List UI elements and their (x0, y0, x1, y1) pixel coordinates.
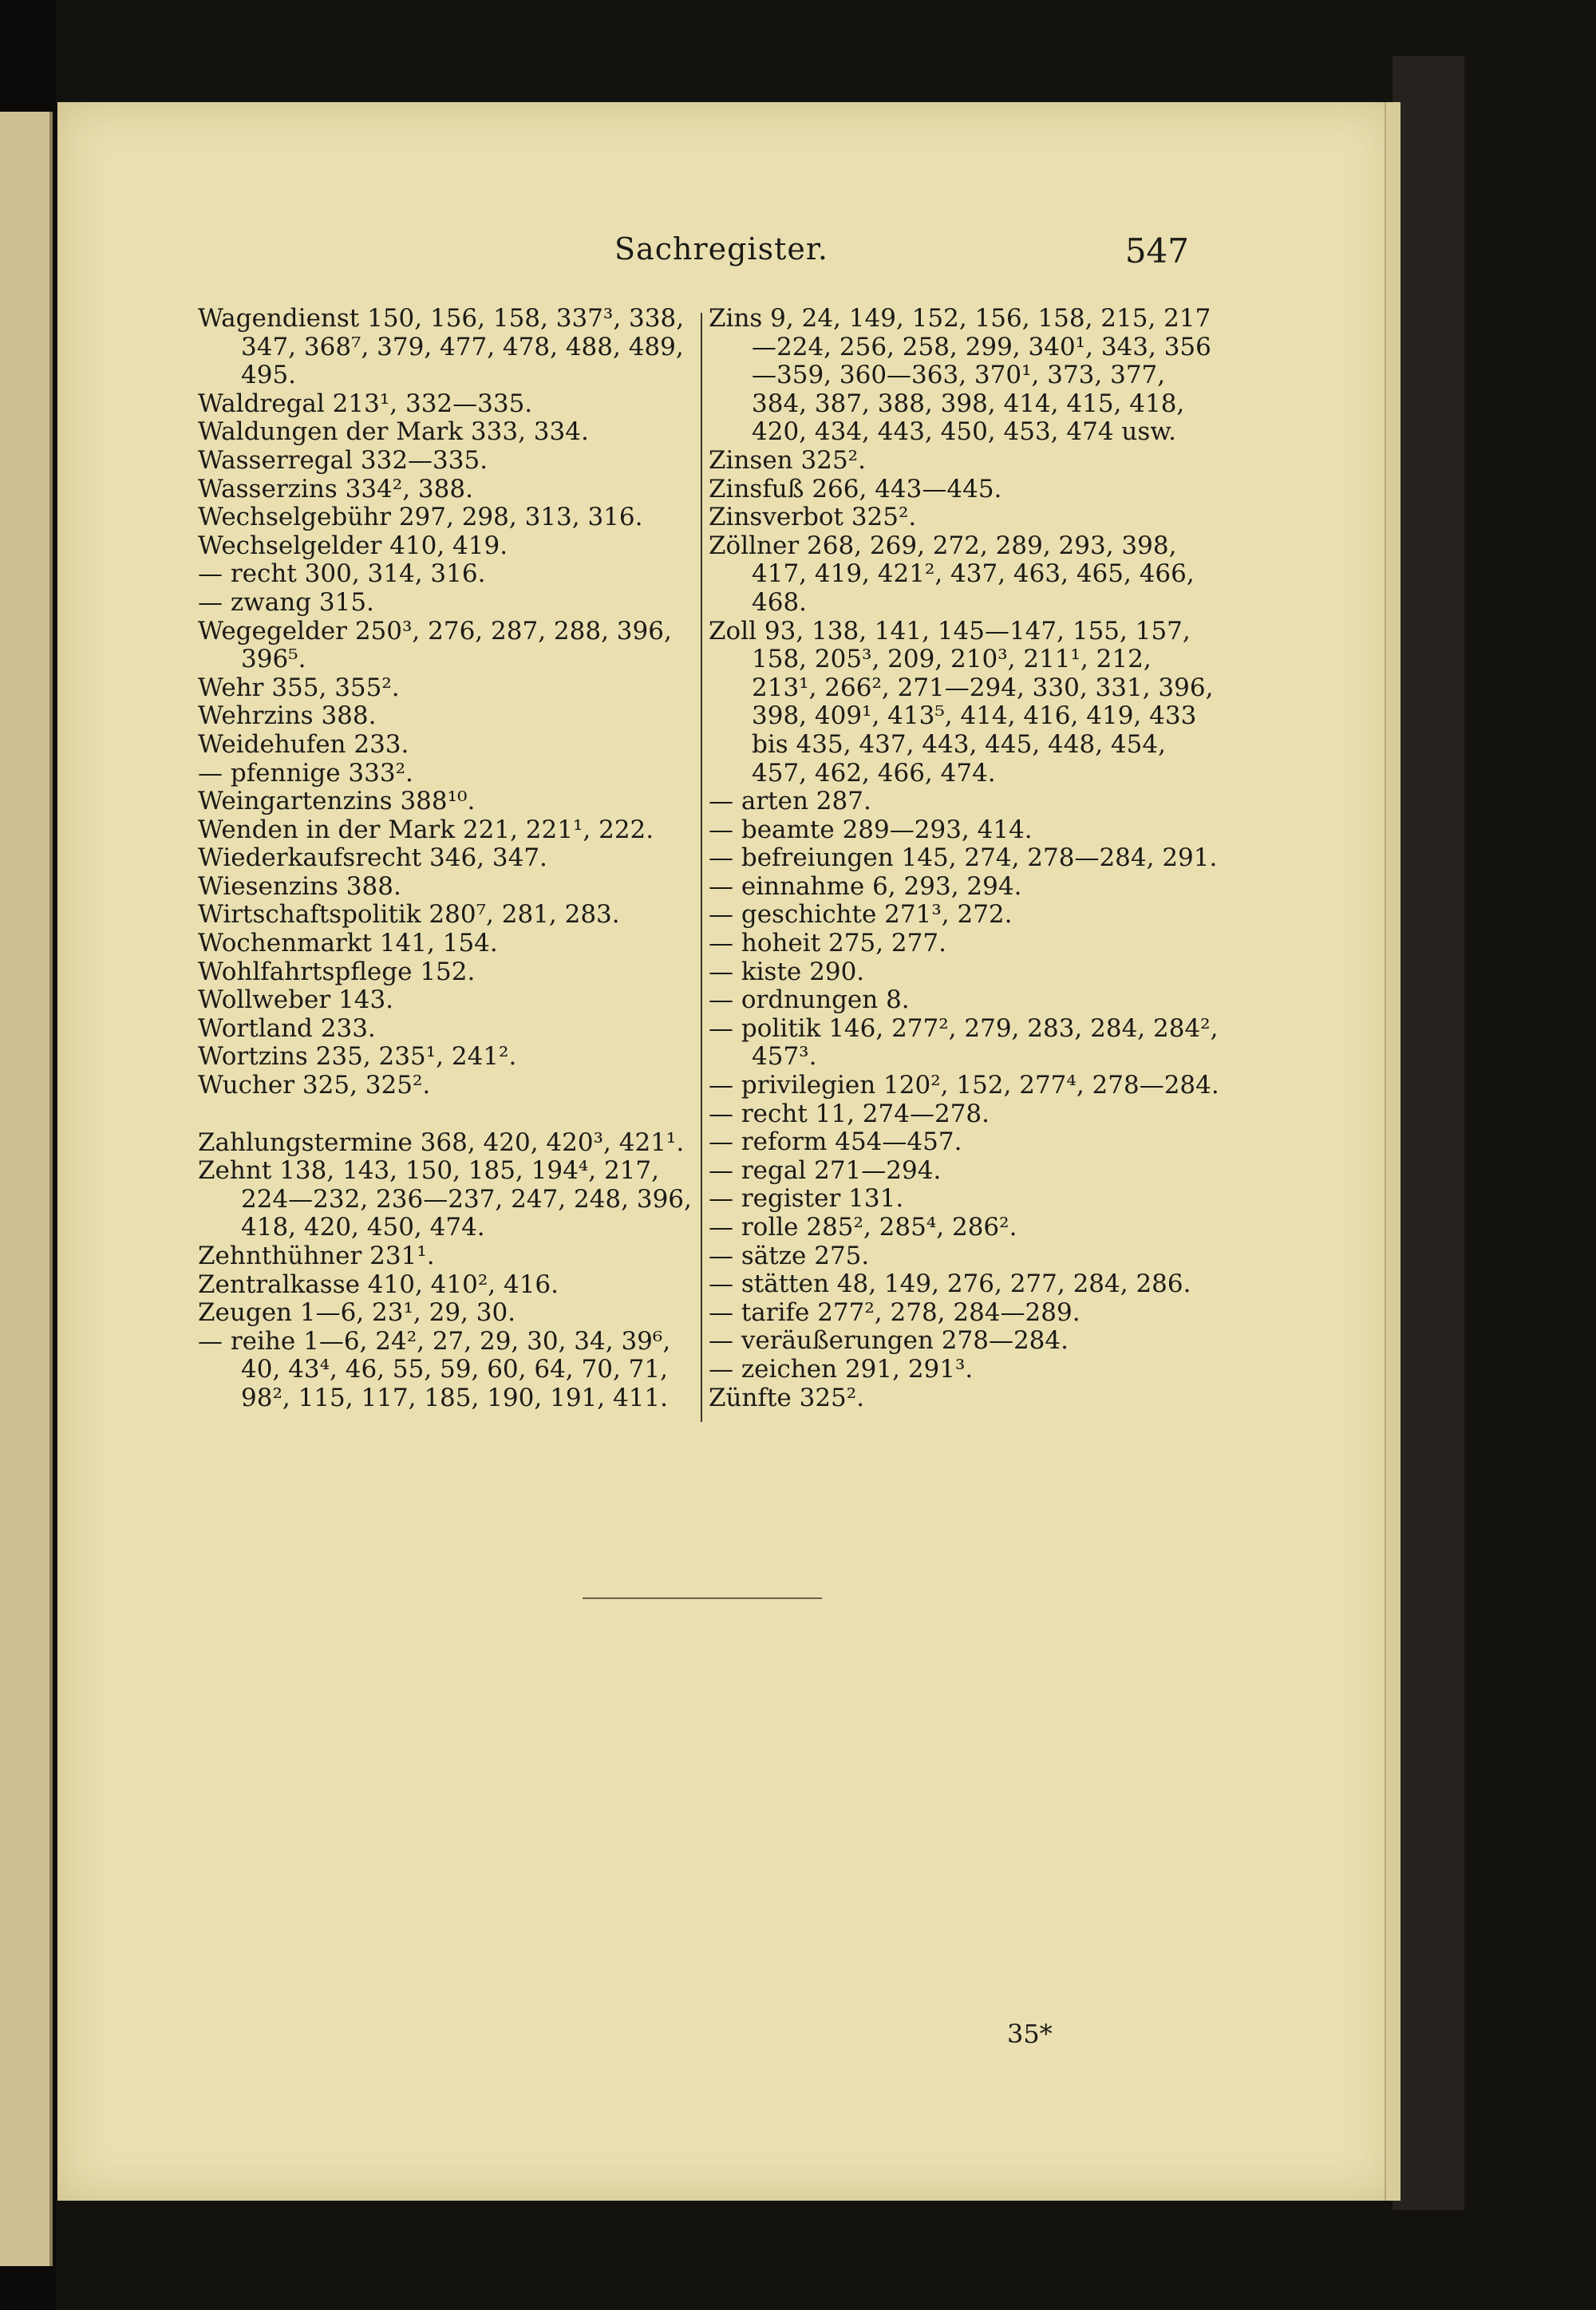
right-cover-board (1393, 56, 1464, 2210)
column-divider (701, 313, 702, 1422)
entry-spacer (198, 1100, 693, 1129)
footer-rule (583, 1597, 822, 1599)
index-entry: Wortzins 235, 235¹, 241². (198, 1042, 517, 1072)
index-entry: Wasserregal 332—335. (198, 445, 488, 475)
index-entry: Weidehufen 233. (198, 729, 409, 759)
index-entry: Wirtschaftspolitik 280⁷, 281, 283. (198, 900, 620, 930)
index-entry: — beamte 289—293, 414. (709, 815, 1033, 844)
index-entry: Zehnt 138, 143, 150, 185, 194⁴, 217, 224—232, 236—237, 247, 248, 396, 418, 420, 450, 474. (198, 1156, 692, 1242)
index-entry: — geschichte 271³, 272. (709, 900, 1013, 930)
index-entry: — zeichen 291, 291³. (709, 1354, 974, 1384)
index-entry: Zinsverbot 325². (709, 503, 917, 532)
index-entry: Wehr 355, 355². (198, 673, 400, 702)
index-entry: Wiederkaufsrecht 346, 347. (198, 843, 547, 873)
index-entry: Zeugen 1—6, 23¹, 29, 30. (198, 1298, 516, 1328)
header-title: Sachregister. (614, 231, 828, 267)
index-entry: Zentralkasse 410, 410², 416. (198, 1270, 559, 1299)
index-entry: — stätten 48, 149, 276, 277, 284, 286. (709, 1270, 1191, 1299)
index-entry: — sätze 275. (709, 1241, 870, 1270)
index-entry: Zoll 93, 138, 141, 145—147, 155, 157, 158, 205³, 209, 210³, 211¹, 212, 213¹, 266², 271—294, 330, 331, 396, 398, 409¹, 413⁵, 414, 416, 419, 433 bis 435, 437, 443, 445, 448, 454, 457, 462, 466, 474. (709, 616, 1214, 788)
index-entry: — arten 287. (709, 787, 871, 816)
signature-mark: 35* (1007, 2019, 1053, 2049)
index-entry: Wohlfahrtspflege 152. (198, 957, 476, 986)
index-entry: — reform 454—457. (709, 1127, 962, 1157)
index-entry: — zwang 315. (198, 587, 374, 617)
index-entry: Wagendienst 150, 156, 158, 337³, 338, 347, 368⁷, 379, 477, 478, 488, 489, 495. (198, 304, 685, 390)
index-entry: — politik 146, 277², 279, 283, 284, 284², 457³. (709, 1013, 1219, 1072)
facing-page-edge (0, 112, 53, 2266)
index-entry: — reihe 1—6, 24², 27, 29, 30, 34, 39⁶, 40, 43⁴, 46, 55, 59, 60, 64, 70, 71, 98², 115, 117, 185, 190, 191, 411. (198, 1326, 671, 1412)
index-entry: Wechselgebühr 297, 298, 313, 316. (198, 503, 643, 532)
index-entry: — tarife 277², 278, 284—289. (709, 1297, 1080, 1327)
index-entry: — hoheit 275, 277. (709, 929, 946, 958)
index-entry: Zahlungstermine 368, 420, 420³, 421¹. (198, 1127, 685, 1157)
index-entry: — veräußerungen 278—284. (709, 1326, 1069, 1356)
index-entry: Wucher 325, 325². (198, 1071, 431, 1100)
index-entry: Zins 9, 24, 149, 152, 156, 158, 215, 217—224, 256, 258, 299, 340¹, 343, 356—359, 360—363, 370¹, 373, 377, 384, 387, 388, 398, 414, 415, 418, 420, 434, 443, 450, 453, 474 usw. (709, 304, 1211, 447)
index-entry: — einnahme 6, 293, 294. (709, 871, 1022, 901)
index-entry: Zehnthühner 231¹. (198, 1242, 435, 1270)
index-entry: Waldregal 213¹, 332—335. (198, 389, 533, 418)
index-entry: Zinsfuß 266, 443—445. (709, 474, 1002, 503)
page-stack-edge (1385, 102, 1400, 2201)
index-entry: Zöllner 268, 269, 272, 289, 293, 398, 417, 419, 421², 437, 463, 465, 466, 468. (709, 531, 1195, 617)
index-entry: — recht 300, 314, 316. (198, 559, 486, 589)
index-entry: Wenden in der Mark 221, 221¹, 222. (198, 815, 654, 844)
index-entry: Wehrzins 388. (198, 701, 377, 731)
index-entry: Zünfte 325². (709, 1383, 865, 1412)
index-entry: Wegegelder 250³, 276, 287, 288, 396, 396⁵. (198, 616, 672, 674)
index-entry: Wochenmarkt 141, 154. (198, 929, 498, 958)
index-entry: Wortland 233. (198, 1013, 376, 1043)
index-entry: Weingartenzins 388¹⁰. (198, 787, 476, 816)
index-entry: — recht 11, 274—278. (709, 1099, 990, 1128)
index-entry: — register 131. (709, 1184, 904, 1214)
index-entry: Waldungen der Mark 333, 334. (198, 417, 589, 447)
index-entry: — pfennige 333². (198, 758, 413, 788)
running-header (614, 231, 1189, 279)
index-entry: Wasserzins 334², 388. (198, 474, 473, 503)
index-entry: Wiesenzins 388. (198, 871, 401, 901)
index-entry: — befreiungen 145, 274, 278—284, 291. (709, 843, 1218, 873)
index-entry: — rolle 285², 285⁴, 286². (709, 1213, 1017, 1242)
index-entry: Zinsen 325². (709, 445, 866, 475)
index-entry: — regal 271—294. (709, 1155, 942, 1185)
index-entry: — privilegien 120², 152, 277⁴, 278—284. (709, 1071, 1219, 1100)
page-number: 547 (1124, 231, 1189, 270)
index-column-left (198, 305, 693, 1413)
index-entry: Wollweber 143. (198, 985, 394, 1015)
index-entry: Wechselgelder 410, 419. (198, 531, 508, 560)
index-column-right (709, 305, 1219, 1412)
index-entry: — ordnungen 8. (709, 985, 910, 1015)
index-entry: — kiste 290. (709, 957, 865, 986)
